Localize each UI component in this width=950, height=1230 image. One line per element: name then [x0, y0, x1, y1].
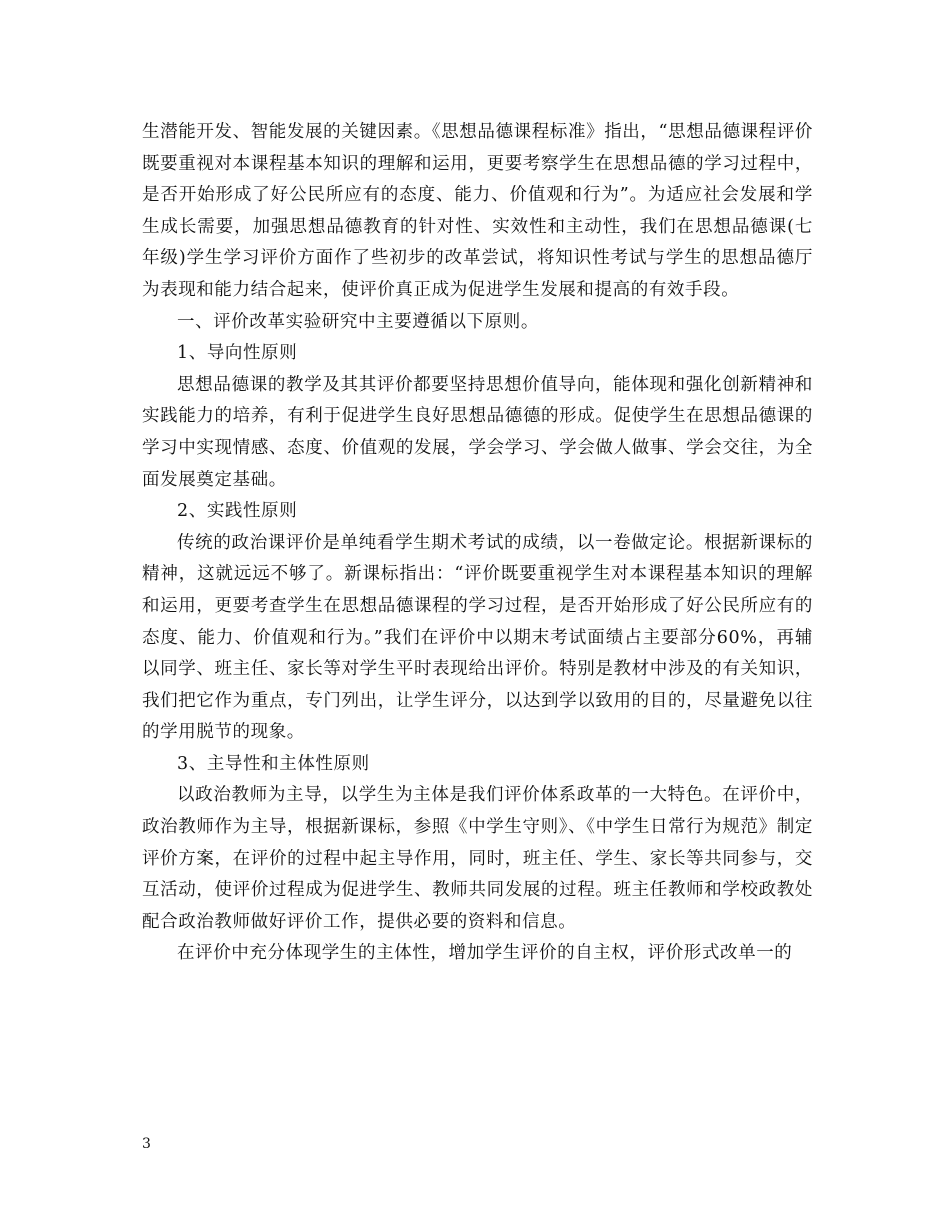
subheading-guidance-principle: 1、导向性原则 [177, 343, 298, 364]
paragraph-leading-subject-principle: 以政治教师为主导，以学生为主体是我们评价体系政革的一大特色。在评价中，政治教师作为主导，根据新课标，参照《中学生守则》、《中学生日常行为规范》制定评价方案，在评价的过程中起主导作用，同时，班主任、学生、家长等共同参与，交互活动，使评价过程成为促进学生、教师共同发展的过程。班主任教师和学校政教处配合政治教师做好评价工作，提供必要的资料和信息。 [142, 785, 813, 932]
subheading-practice-principle: 2、实践性原则 [177, 501, 298, 522]
paragraph-guidance-principle: 思想品德课的教学及其其评价都要坚持思想价值导向，能体现和强化创新精神和实践能力的培养，有利于促进学生良好思想品德德的形成。促使学生在思想品德课的学习中实现情感、态度、价值观的发展，学会学习、学会做人做事、学会交往，为全面发展奠定基础。 [142, 374, 813, 490]
paragraph-student-subjectivity: 在评价中充分体现学生的主体性，增加学生评价的自主权，评价形式改单一的 [177, 943, 793, 964]
paragraph-practice-principle: 传统的政治课评价是单纯看学生期术考试的成绩，以一卷做定论。根据新课标的精神，这就远远不够了。新课标指出：“评价既要重视学生对本课程基本知识的理解和运用，更要考查学生在思想品德课程的学习过程，是否开始形成了好公民所应有的态度、能力、价值观和行为。”我们在评价中以期末考试面绩占主要部分60%，再辅以同学、班主任、家长等对学生平时表现给出评价。特别是教材中涉及的有关知识，我们把它作为重点，专门列出，让学生评分，以达到学以致用的目的，尽量避免以往的学用脱节的现象。 [142, 532, 813, 743]
subheading-leading-subject-principle: 3、主导性和主体性原则 [177, 753, 370, 774]
page-number: 3 [142, 1136, 151, 1152]
section-heading-principles: 一、评价改革实验研究中主要遵循以下原则。 [177, 311, 539, 332]
document-body [142, 117, 813, 970]
paragraph-intro-continued: 生潜能开发、智能发展的关键因素。《思想品德课程标准》指出，“思想品德课程评价既要重视对本课程基本知识的理解和运用，更要考察学生在思想品德的学习过程中，是否开始形成了好公民所应有的态度、能力、价值观和行为”。为适应社会发展和学生成长需要，加强思想品德教育的针对性、实效性和主动性，我们在思想品德课(七年级)学生学习评价方面作了些初步的改革尝试，将知识性考试与学生的思想品德厅为表现和能力结合起来，使评价真正成为促进学生发展和提高的有效手段。 [142, 122, 813, 300]
